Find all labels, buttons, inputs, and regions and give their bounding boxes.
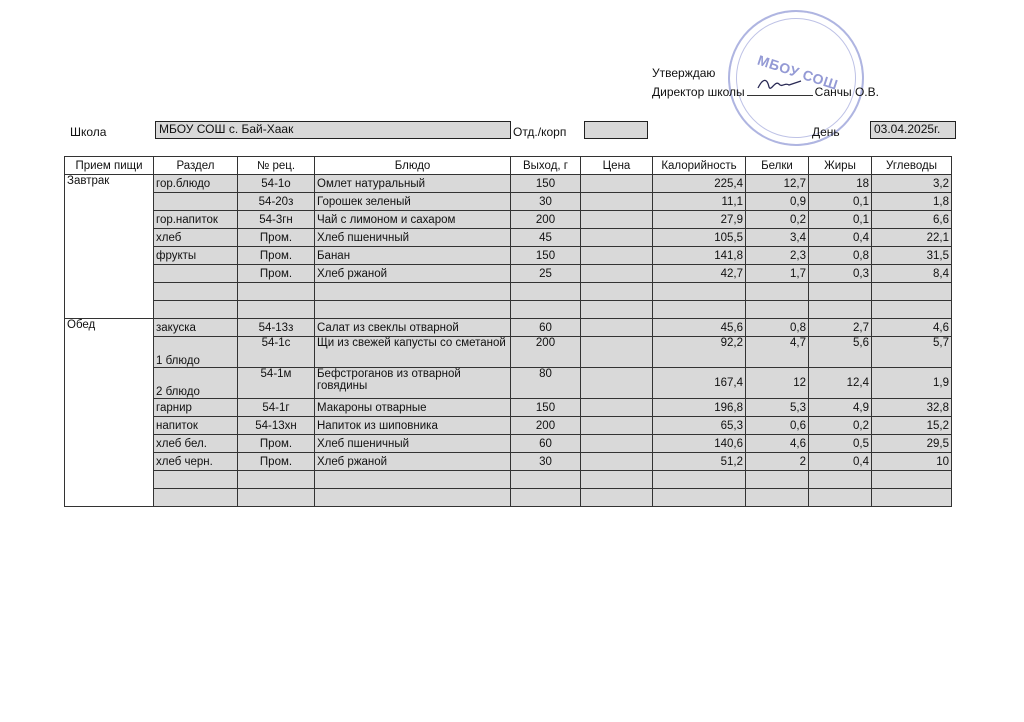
price-cell [581, 229, 653, 247]
fat-cell: 18 [809, 175, 872, 193]
col-recipe: № рец. [238, 157, 315, 175]
price-cell [581, 417, 653, 435]
yield-cell: 30 [511, 453, 581, 471]
section-cell [154, 193, 238, 211]
price-cell [581, 247, 653, 265]
protein-cell: 0,8 [746, 319, 809, 337]
yield-cell: 150 [511, 247, 581, 265]
fat-cell: 0,4 [809, 229, 872, 247]
col-price: Цена [581, 157, 653, 175]
calories-cell: 167,4 [653, 368, 746, 399]
col-section: Раздел [154, 157, 238, 175]
price-cell [581, 337, 653, 368]
table-row [65, 319, 952, 337]
calories-cell: 141,8 [653, 247, 746, 265]
carbs-cell: 6,6 [872, 211, 952, 229]
calories-cell: 11,1 [653, 193, 746, 211]
table-row [65, 417, 952, 435]
calories-cell: 27,9 [653, 211, 746, 229]
recipe-cell: 54-13хн [238, 417, 315, 435]
price-cell [581, 368, 653, 399]
col-fat: Жиры [809, 157, 872, 175]
protein-cell: 12 [746, 368, 809, 399]
section-cell: хлеб черн. [154, 453, 238, 471]
protein-cell: 0,2 [746, 211, 809, 229]
signature-scribble [755, 76, 805, 94]
carbs-cell: 29,5 [872, 435, 952, 453]
yield-cell: 200 [511, 211, 581, 229]
price-cell [581, 435, 653, 453]
carbs-cell: 8,4 [872, 265, 952, 283]
protein-cell: 0,6 [746, 417, 809, 435]
recipe-cell: Пром. [238, 247, 315, 265]
dish-cell: Хлеб ржаной [315, 265, 511, 283]
protein-cell: 2 [746, 453, 809, 471]
section-cell: 2 блюдо [154, 368, 238, 399]
calories-cell: 51,2 [653, 453, 746, 471]
dish-cell: Хлеб пшеничный [315, 435, 511, 453]
department-label: Отд./корп [513, 125, 567, 139]
col-protein: Белки [746, 157, 809, 175]
section-cell [154, 265, 238, 283]
dish-cell: Чай с лимоном и сахаром [315, 211, 511, 229]
table-row [65, 453, 952, 471]
fat-cell: 0,1 [809, 211, 872, 229]
stamp-text: МБОУ СОШ [755, 51, 841, 93]
calories-cell: 225,4 [653, 175, 746, 193]
protein-cell: 2,3 [746, 247, 809, 265]
calories-cell: 45,6 [653, 319, 746, 337]
section-cell: хлеб бел. [154, 435, 238, 453]
section-cell: 1 блюдо [154, 337, 238, 368]
fat-cell: 0,1 [809, 193, 872, 211]
protein-cell: 0,9 [746, 193, 809, 211]
protein-cell: 3,4 [746, 229, 809, 247]
section-cell: гор.напиток [154, 211, 238, 229]
yield-cell: 60 [511, 319, 581, 337]
dish-cell: Бефстроганов из отварной говядины [315, 368, 511, 399]
table-row-empty [65, 283, 952, 301]
yield-cell: 150 [511, 399, 581, 417]
yield-cell: 25 [511, 265, 581, 283]
table-row [65, 247, 952, 265]
fat-cell: 0,5 [809, 435, 872, 453]
fat-cell: 0,4 [809, 453, 872, 471]
protein-cell: 5,3 [746, 399, 809, 417]
dish-cell: Горошек зеленый [315, 193, 511, 211]
section-cell: фрукты [154, 247, 238, 265]
table-row [65, 435, 952, 453]
meal-lunch: Обед [65, 319, 154, 507]
carbs-cell: 5,7 [872, 337, 952, 368]
protein-cell: 4,6 [746, 435, 809, 453]
recipe-cell: 54-20з [238, 193, 315, 211]
table-row [65, 265, 952, 283]
dish-cell: Омлет натуральный [315, 175, 511, 193]
yield-cell: 150 [511, 175, 581, 193]
price-cell [581, 319, 653, 337]
table-row [65, 337, 952, 368]
department-field[interactable] [584, 121, 648, 139]
section-cell: напиток [154, 417, 238, 435]
recipe-cell: 54-1с [238, 337, 315, 368]
section-cell: гарнир [154, 399, 238, 417]
fat-cell: 0,2 [809, 417, 872, 435]
calories-cell: 42,7 [653, 265, 746, 283]
table-row-empty [65, 471, 952, 489]
calories-cell: 65,3 [653, 417, 746, 435]
fat-cell: 2,7 [809, 319, 872, 337]
carbs-cell: 22,1 [872, 229, 952, 247]
fat-cell: 0,3 [809, 265, 872, 283]
yield-cell: 200 [511, 417, 581, 435]
director-name: Санчы О.В. [814, 85, 879, 99]
table-row [65, 399, 952, 417]
fat-cell: 12,4 [809, 368, 872, 399]
calories-cell: 140,6 [653, 435, 746, 453]
approval-director-label: Директор школы [652, 85, 745, 99]
dish-cell: Макароны отварные [315, 399, 511, 417]
fat-cell: 4,9 [809, 399, 872, 417]
dish-cell: Хлеб ржаной [315, 453, 511, 471]
table-row [65, 229, 952, 247]
yield-cell: 30 [511, 193, 581, 211]
signature [747, 84, 813, 96]
section-cell: закуска [154, 319, 238, 337]
price-cell [581, 175, 653, 193]
recipe-cell: Пром. [238, 265, 315, 283]
price-cell [581, 399, 653, 417]
col-meal: Прием пищи [65, 157, 154, 175]
school-field[interactable]: МБОУ СОШ с. Бай-Хаак [155, 121, 511, 139]
price-cell [581, 453, 653, 471]
table-row [65, 368, 952, 399]
carbs-cell: 3,2 [872, 175, 952, 193]
carbs-cell: 10 [872, 453, 952, 471]
col-carbs: Углеводы [872, 157, 952, 175]
menu-table [64, 156, 952, 507]
recipe-cell: 54-3гн [238, 211, 315, 229]
dish-cell: Щи из свежей капусты со сметаной [315, 337, 511, 368]
yield-cell: 60 [511, 435, 581, 453]
table-row [65, 193, 952, 211]
price-cell [581, 265, 653, 283]
dish-cell: Напиток из шиповника [315, 417, 511, 435]
table-row [65, 211, 952, 229]
recipe-cell: 54-1м [238, 368, 315, 399]
price-cell [581, 193, 653, 211]
table-row-empty [65, 301, 952, 319]
day-field[interactable]: 03.04.2025г. [870, 121, 956, 139]
protein-cell: 1,7 [746, 265, 809, 283]
calories-cell: 196,8 [653, 399, 746, 417]
col-calories: Калорийность [653, 157, 746, 175]
day-label: День [812, 125, 840, 139]
approval-title: Утверждаю [652, 66, 716, 80]
col-dish: Блюдо [315, 157, 511, 175]
fat-cell: 0,8 [809, 247, 872, 265]
protein-cell: 12,7 [746, 175, 809, 193]
section-cell: гор.блюдо [154, 175, 238, 193]
carbs-cell: 32,8 [872, 399, 952, 417]
carbs-cell: 31,5 [872, 247, 952, 265]
carbs-cell: 1,9 [872, 368, 952, 399]
section-cell: хлеб [154, 229, 238, 247]
fat-cell: 5,6 [809, 337, 872, 368]
recipe-cell: Пром. [238, 229, 315, 247]
approval-director-line [652, 84, 879, 99]
meal-breakfast: Завтрак [65, 175, 154, 319]
yield-cell: 80 [511, 368, 581, 399]
recipe-cell: 54-1г [238, 399, 315, 417]
yield-cell: 200 [511, 337, 581, 368]
recipe-cell: Пром. [238, 453, 315, 471]
school-label: Школа [70, 125, 107, 139]
protein-cell: 4,7 [746, 337, 809, 368]
dish-cell: Банан [315, 247, 511, 265]
table-row [65, 175, 952, 193]
col-yield: Выход, г [511, 157, 581, 175]
price-cell [581, 211, 653, 229]
dish-cell: Салат из свеклы отварной [315, 319, 511, 337]
recipe-cell: 54-13з [238, 319, 315, 337]
table-row-empty [65, 489, 952, 507]
carbs-cell: 15,2 [872, 417, 952, 435]
yield-cell: 45 [511, 229, 581, 247]
carbs-cell: 1,8 [872, 193, 952, 211]
carbs-cell: 4,6 [872, 319, 952, 337]
table-header-row [65, 157, 952, 175]
recipe-cell: 54-1о [238, 175, 315, 193]
recipe-cell: Пром. [238, 435, 315, 453]
dish-cell: Хлеб пшеничный [315, 229, 511, 247]
calories-cell: 105,5 [653, 229, 746, 247]
calories-cell: 92,2 [653, 337, 746, 368]
